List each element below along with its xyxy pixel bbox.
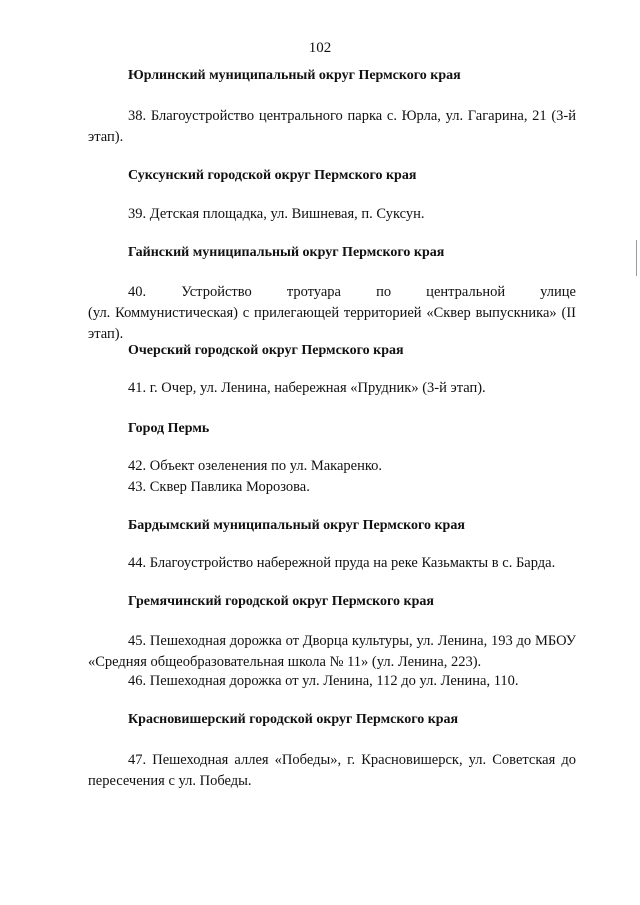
list-item-42: 42. Объект озеленения по ул. Макаренко. <box>128 458 383 474</box>
section-title-gainy: Гайнский муниципальный округ Пермского края <box>128 245 445 260</box>
list-item-43: 43. Сквер Павлика Морозова. <box>128 479 310 495</box>
section-title-perm: Город Пермь <box>128 421 210 436</box>
list-item-41: 41. г. Очер, ул. Ленина, набережная «Прудник» (3-й этап). <box>128 380 486 396</box>
section-title-krasnovishersk: Красновишерский городской округ Пермского края <box>128 712 459 727</box>
page-number: 102 <box>308 40 332 56</box>
list-item-40-cont: (ул. Коммунистическая) с прилегающей территорией «Сквер выпускника» (II этап). <box>88 305 576 342</box>
list-item-47: 47. Пешеходная аллея «Победы», г. Красновишерск, ул. Советская до пересечения с ул. Победы. <box>88 752 576 789</box>
section-title-gremyachinsk: Гремячинский городской округ Пермского края <box>128 594 434 609</box>
list-item-45: 45. Пешеходная дорожка от Дворца культуры, ул. Ленина, 193 до МБОУ «Средняя общеобразовательная школа № 11» (ул. Ленина, 223). <box>88 633 576 670</box>
section-title-yurla: Юрлинский муниципальный округ Пермского края <box>128 68 461 83</box>
list-item-44: 44. Благоустройство набережной пруда на реке Казьмакты в с. Барда. <box>128 555 556 571</box>
list-item-40-line1: 40. Устройство тротуара по центральной улице <box>128 284 576 300</box>
section-title-bardym: Бардымский муниципальный округ Пермского края <box>128 518 465 533</box>
section-title-suksun: Суксунский городской округ Пермского края <box>128 168 417 183</box>
section-title-ochyor: Очерский городской округ Пермского края <box>128 343 404 358</box>
scan-edge-mark <box>636 240 637 276</box>
list-item-39: 39. Детская площадка, ул. Вишневая, п. Суксун. <box>128 206 425 222</box>
list-item-38: 38. Благоустройство центрального парка с. Юрла, ул. Гагарина, 21 (3-й этап). <box>88 108 576 145</box>
list-item-46: 46. Пешеходная дорожка от ул. Ленина, 112 до ул. Ленина, 110. <box>128 673 519 689</box>
